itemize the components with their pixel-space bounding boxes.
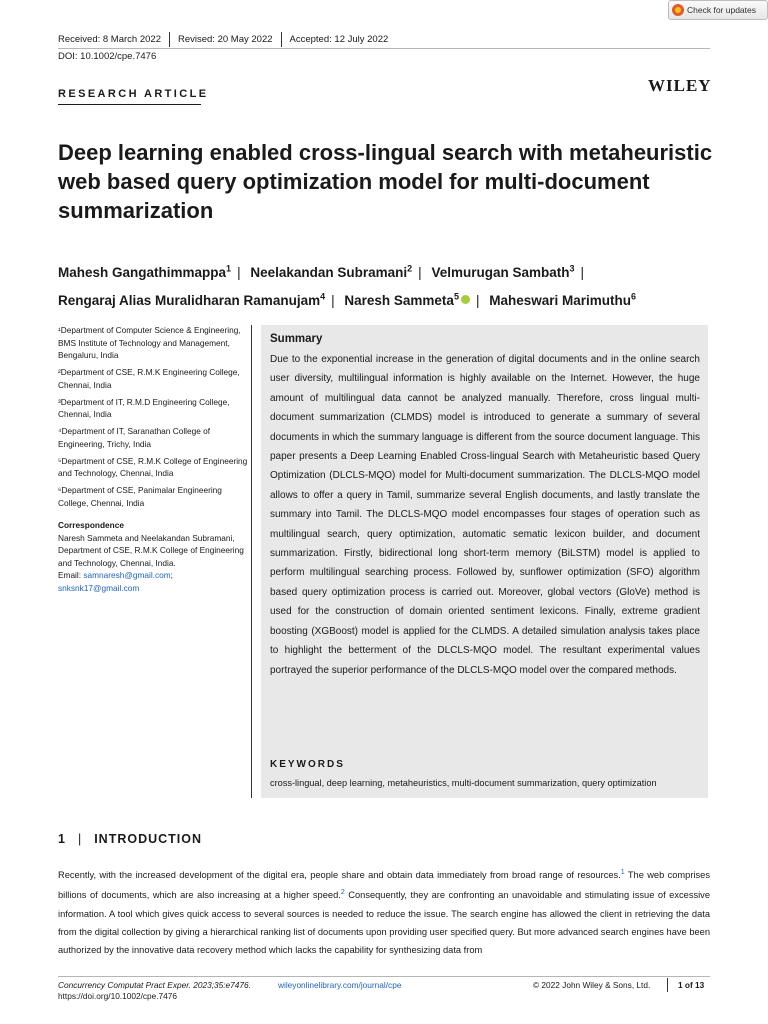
author-name: Velmurugan Sambath$^3$ — [431, 263, 575, 280]
author-name: Maheswari Marimuthu$^6$ — [489, 291, 637, 308]
affiliation: ²Department of CSE, R.M.K Engineering College, Chennai, India — [58, 367, 240, 390]
correspondence-title: Correspondence — [58, 520, 124, 530]
abstract-title: Summary — [270, 333, 323, 345]
author-name: Naresh Sammeta$^5$ — [344, 291, 459, 308]
check-for-updates-label: Check for updates — [687, 5, 756, 15]
footer-copyright: © 2022 John Wiley & Sons, Ltd. — [533, 980, 651, 990]
publisher-logo: WILEY — [648, 76, 712, 95]
article-type: RESEARCH ARTICLE — [58, 88, 209, 100]
section-number: 1 — [58, 832, 66, 846]
author-separator: | — [331, 293, 335, 308]
received-date: Received: 8 March 2022 — [58, 34, 161, 45]
column-divider — [251, 325, 252, 798]
keywords-label: KEYWORDS — [270, 759, 345, 770]
accepted-date: Accepted: 12 July 2022 — [289, 34, 389, 45]
affiliation: ¹Department of Computer Science & Engineering, BMS Institute of Technology and Management, Bengaluru, India — [58, 325, 241, 360]
header-rule — [58, 48, 710, 49]
author-name: Mahesh Gangathimmappa$^1$ — [58, 263, 232, 280]
article-type-underline — [58, 104, 201, 105]
affiliation: ⁵Department of CSE, R.M.K College of Engineering and Technology, Chennai, India — [58, 455, 248, 478]
check-for-updates-button[interactable] — [668, 0, 768, 20]
footer-rule — [58, 976, 710, 977]
page-number: 1 of 13 — [678, 980, 705, 990]
footer-citation — [58, 980, 251, 1002]
revised-date: Revised: 20 May 2022 — [177, 34, 273, 45]
footer-journal-url[interactable]: wileyonlinelibrary.com/journal/cpe — [278, 980, 402, 990]
crossmark-icon — [672, 4, 684, 16]
section-separator: | — [77, 832, 83, 846]
section-title: INTRODUCTION — [94, 832, 203, 846]
reference-link[interactable]: 1 — [620, 869, 625, 876]
footer-journal: Concurrency Computat Pract Exper. 2023;35:e7476. — [58, 980, 251, 990]
date-separator — [281, 32, 282, 47]
author-separator: | — [475, 293, 480, 308]
affiliations — [58, 324, 250, 599]
intro-paragraph: Recently, with the increased development of the digital era, people share and obtain data immediately from broad range of resources.$^1$ The web comprises billions of documents, which are also increasing at a higher speed.$^2$ Consequently, they are confronting an unavoidable and stimulating issue of excessive information. A tool which gives quick access to several sources is needed to reduce the issue. The search engine has allowed the client in retrieving the data from the digital collection by giving a hierarchical ranking list of documents upon providing user specified query. But more advanced search engines have been authorized by the innovative data recovery method which lacks the capability for synthesizing data from — [58, 869, 710, 955]
affiliation: ³Department of IT, R.M.D Engineering College, Chennai, India — [58, 396, 230, 419]
correspondence-text: Naresh Sammeta and Neelakandan Subramani, Department of CSE, R.M.K College of Engineering and Technology, Chennai, India. Email: samnaresh@gmail.com; snksnk17@gmail.com — [58, 532, 244, 593]
author-name: Neelakandan Subramani$^2$ — [250, 263, 413, 280]
affiliation: ⁶Department of CSE, Panimalar Engineering College, Chennai, India — [58, 485, 222, 508]
section-heading — [58, 832, 202, 846]
author-separator: | — [418, 264, 422, 280]
email-link[interactable]: samnaresh@gmail.com — [83, 570, 171, 580]
date-separator — [169, 32, 170, 47]
footer-doi[interactable]: https://doi.org/10.1002/cpe.7476 — [58, 991, 178, 1001]
reference-link[interactable]: 2 — [340, 889, 345, 897]
orcid-icon[interactable] — [461, 295, 470, 304]
paper-title: Deep learning enabled cross-lingual search with metaheuristic web based query optimization model for multi-document summarization — [58, 140, 713, 223]
abstract-text: Due to the exponential increase in the generation of digital documents and in the online search user diversity, multilingual information is highly available on the Internet. However, the huge amount of multilingual data cannot be analyzed manually. Therefore, cross lingual multi-document summarization (CLMDS) model is introduced to generate a summary of several documents in which the summary language is different from the source document language. This paper presents a Deep Learning Enabled Cross-lingual Search with Metaheuristic based Query Optimization (DLCLS-MQO) model for Multi-document summarization. The DLCLS-MQO model allows to offer a query in Tamil, summarize several English documents, and lastly translate the summary into Tamil. The DLCLS-MQO model encompasses four stages of operation such as multilingual search, query optimization, automatic sematic lexicon builder, and document summarization. Firstly, bidirectional long short-term memory (BiLSTM) model is applied to perform multilingual searching process. Followed by, sunflower optimization (SFO) algorithm based query optimization process is carried out. Moreover, global vectors (GloVe) method is used for the construction of domain oriented sentiment lexicons. Finally, extreme gradient boosting (XGBoost) model is applied for the CLMDS. A detailed simulation analysis takes place to highlight the betterment of the DLCLS-MQO model. The resultant experimental values portrayed the superior performance of the DLCLS-MQO model over the compared methods. — [270, 354, 700, 676]
author-list — [58, 256, 738, 313]
author-name: Rengaraj Alias Muralidharan Ramanujam$^4$ — [58, 291, 326, 308]
affiliation: ⁴Department of IT, Saranathan College of Engineering, Trichy, India — [58, 426, 211, 449]
email-link[interactable]: snksnk17@gmail.com — [58, 582, 140, 593]
history-dates — [58, 32, 388, 47]
author-separator: | — [580, 264, 585, 280]
footer-separator — [667, 978, 668, 992]
doi: DOI: 10.1002/cpe.7476 — [58, 51, 157, 62]
author-separator: | — [237, 264, 241, 280]
keywords: cross-lingual, deep learning, metaheuristics, multi-document summarization, query optimization — [270, 778, 657, 788]
